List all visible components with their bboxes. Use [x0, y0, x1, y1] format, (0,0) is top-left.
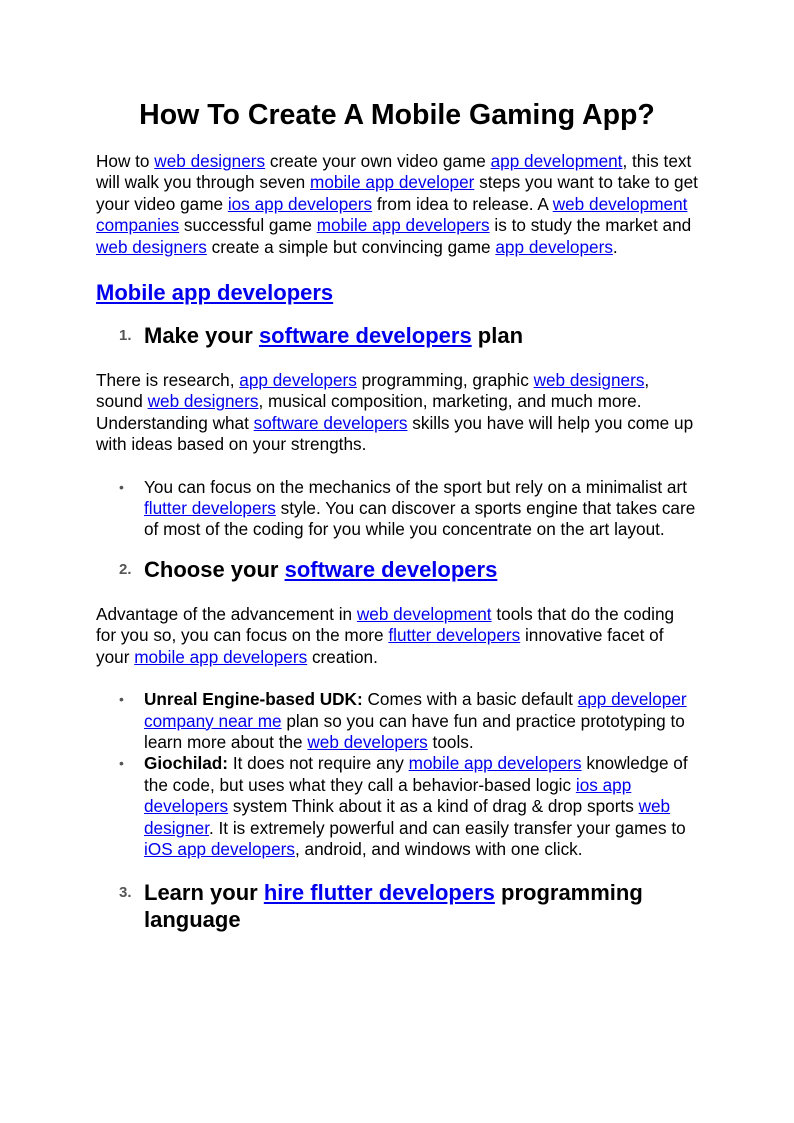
- link-web-designers[interactable]: web designers: [96, 236, 207, 257]
- link-web-developers[interactable]: web developers: [307, 731, 428, 752]
- link-mobile-app-developer[interactable]: mobile app developer: [310, 172, 475, 193]
- list-item: [119, 476, 698, 541]
- step-2-heading: [119, 556, 698, 583]
- section-heading-link[interactable]: Mobile app developers: [96, 280, 334, 306]
- bullet-text: plan so you can have fun and practice prototyping to learn more about the: [144, 710, 685, 752]
- link-mobile-app-developers[interactable]: mobile app developers: [316, 215, 490, 236]
- intro-text: .: [612, 236, 618, 257]
- step-1-paragraph: [96, 370, 698, 456]
- intro-text: , this text will walk you through seven: [96, 151, 692, 193]
- intro-text: steps you want to take to get your video game: [96, 172, 698, 214]
- bullet-text: Comes with a basic default: [362, 689, 578, 710]
- step-heading-text: Choose your: [144, 556, 285, 582]
- bullet-term: Unreal Engine-based UDK:: [144, 689, 363, 710]
- bullet-text: style. You can discover a sports engine that takes care of most of the coding for you while you concentrate on the art layout.: [144, 498, 696, 540]
- step-heading-link[interactable]: hire flutter developers: [263, 880, 495, 906]
- link-app-developers[interactable]: app developers: [239, 370, 357, 391]
- step-1-heading: [119, 322, 698, 349]
- intro-paragraph: [96, 151, 698, 258]
- para-text: There is research,: [96, 370, 240, 391]
- link-software-developers[interactable]: software developers: [253, 412, 408, 433]
- link-ios-app-developers[interactable]: ios app developers: [227, 193, 373, 214]
- step-number: 1.: [119, 327, 132, 345]
- link-web-designer[interactable]: web designer: [144, 796, 671, 838]
- intro-text: from idea to release. A: [372, 193, 553, 214]
- intro-text: How to: [96, 151, 155, 171]
- link-mobile-app-developers[interactable]: mobile app developers: [408, 753, 582, 774]
- section-heading: [96, 279, 698, 307]
- intro-text: create your own video game: [265, 151, 491, 171]
- bullet-marker: •: [119, 478, 124, 495]
- step-number: 2.: [119, 560, 132, 578]
- link-app-developers[interactable]: app developers: [495, 236, 613, 257]
- list-item: [119, 753, 698, 860]
- bullet-text: It does not require any: [228, 753, 409, 774]
- step-heading-text: Make your: [144, 323, 259, 349]
- link-mobile-app-developers[interactable]: mobile app developers: [134, 646, 308, 667]
- bullet-marker: •: [119, 755, 124, 772]
- link-flutter-developers[interactable]: flutter developers: [388, 625, 521, 646]
- para-text: skills you have will help you come up with ideas based on your strengths.: [96, 412, 694, 455]
- step-heading-link[interactable]: software developers: [284, 556, 498, 582]
- bullet-marker: •: [119, 691, 124, 708]
- link-app-developer-company-near-me[interactable]: app developer company near me: [144, 689, 687, 731]
- link-web-designers[interactable]: web designers: [154, 151, 266, 171]
- link-web-development-companies[interactable]: web development companies: [96, 193, 688, 236]
- step-heading-text: Learn your: [144, 880, 264, 906]
- step-3-heading: [119, 879, 698, 933]
- para-text: , sound: [96, 370, 650, 412]
- intro-text: create a simple but convincing game: [206, 236, 496, 257]
- bullet-text: knowledge of the code, but uses what they call a behavior-based logic: [144, 753, 688, 795]
- para-text: innovative facet of your: [96, 625, 664, 667]
- link-web-designers[interactable]: web designers: [147, 391, 259, 412]
- bullet-text: tools.: [427, 731, 474, 752]
- list-item: [119, 689, 698, 753]
- step-number: 3.: [119, 884, 132, 902]
- page-title: How To Create A Mobile Gaming App?: [139, 99, 655, 131]
- para-text: , musical composition, marketing, and much more. Understanding what: [96, 391, 642, 433]
- bullet-text: . It is extremely powerful and can easily transfer your games to: [208, 817, 686, 838]
- para-text: creation.: [307, 646, 378, 667]
- link-ios-app-developers[interactable]: ios app developers: [144, 774, 632, 817]
- link-web-development[interactable]: web development: [356, 603, 492, 624]
- bullet-text: You can focus on the mechanics of the sport but rely on a minimalist art: [144, 476, 687, 497]
- intro-text: is to study the market and: [489, 215, 692, 236]
- link-flutter-developers[interactable]: flutter developers: [144, 498, 276, 519]
- step-2-bullet-list: [96, 689, 698, 860]
- step-heading-link[interactable]: software developers: [258, 323, 472, 349]
- para-text: programming, graphic: [356, 370, 534, 391]
- link-web-designers[interactable]: web designers: [533, 370, 645, 391]
- step-2-paragraph: [96, 604, 698, 668]
- link-ios-app-developers[interactable]: iOS app developers: [144, 838, 295, 859]
- para-text: tools that do the coding for you so, you can focus on the more: [96, 603, 675, 646]
- para-text: Advantage of the advancement in: [96, 603, 357, 624]
- link-app-development[interactable]: app development: [490, 151, 623, 171]
- bullet-term: Giochilad:: [144, 753, 229, 774]
- bullet-text: system Think about it as a kind of drag & drop sports: [228, 796, 639, 817]
- step-heading-text: programming language: [144, 880, 643, 933]
- intro-text: successful game: [179, 215, 317, 236]
- step-1-bullet-list: [96, 477, 698, 541]
- bullet-text: , android, and windows with one click.: [294, 838, 583, 859]
- step-heading-text: plan: [471, 323, 524, 349]
